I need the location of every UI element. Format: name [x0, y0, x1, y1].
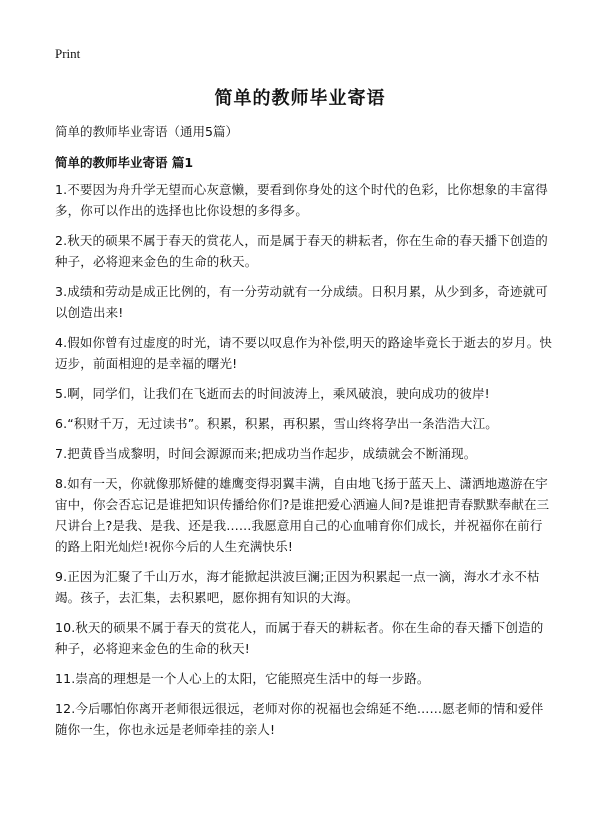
message-item: 2.秋天的硕果不属于春天的赏花人，而是属于春天的耕耘者，你在生命的春天播下创造的种子，必将迎来金色的生命的秋天。 [55, 233, 548, 269]
message-list [55, 179, 555, 749]
print-link[interactable]: Print [55, 46, 81, 61]
message-item: 4.假如你曾有过虚度的时光，请不要以叹息作为补偿,明天的路途毕竟长于逝去的岁月。快迈步，前面相迎的是幸福的曙光! [55, 335, 553, 371]
message-item: 7.把黄昏当成黎明，时间会源源而来;把成功当作起步，成绩就会不断涌现。 [55, 446, 477, 461]
page-title: 简单的教师毕业寄语 [214, 88, 386, 109]
message-item: 10.秋天的硕果不属于春天的赏花人，而属于春天的耕耘者。你在生命的春天播下创造的种子，必将迎来金色的生命的秋天! [55, 620, 544, 656]
message-item: 11.崇高的理想是一个人心上的太阳，它能照亮生活中的每一步路。 [55, 671, 430, 686]
message-item: 6.“积财千万，无过读书”。积累，积累，再积累，雪山终将孕出一条浩浩大江。 [55, 416, 498, 431]
message-item: 9.正因为汇聚了千山万水，海才能掀起洪波巨澜;正因为积累起一点一滴，海水才永不枯竭。孩子，去汇集，去积累吧，愿你拥有知识的大海。 [55, 569, 540, 605]
document-subtitle: 简单的教师毕业寄语（通用5篇） [55, 124, 238, 139]
message-item: 8.如有一天，你就像那矫健的雄鹰变得羽翼丰满，自由地飞扬于蓝天上、潇洒地遨游在宇宙中，你会否忘记是谁把知识传播给你们?是谁把爱心洒遍人间?是谁把青春默默奉献在三尺讲台上?是我、是我、还是我……我愿意用自己的心血哺育你们成长，并祝福你在前行的路上阳光灿烂!祝你今后的人生充满快乐! [55, 476, 550, 554]
message-item: 5.啊，同学们，让我们在飞逝而去的时间波涛上，乘风破浪，驶向成功的彼岸! [55, 386, 490, 401]
section-heading: 简单的教师毕业寄语 篇1 [55, 155, 194, 170]
message-item: 12.今后哪怕你离开老师很远很远，老师对你的祝福也会绵延不绝……愿老师的情和爱伴随你一生，你也永远是老师牵挂的亲人! [55, 701, 544, 737]
message-item: 1.不要因为舟升学无望而心灰意懒，要看到你身处的这个时代的色彩，比你想象的丰富得多，你可以作出的选择也比你设想的多得多。 [55, 182, 548, 218]
message-item: 3.成绩和劳动是成正比例的，有一分劳动就有一分成绩。日积月累，从少到多，奇迹就可以创造出来! [55, 284, 548, 320]
